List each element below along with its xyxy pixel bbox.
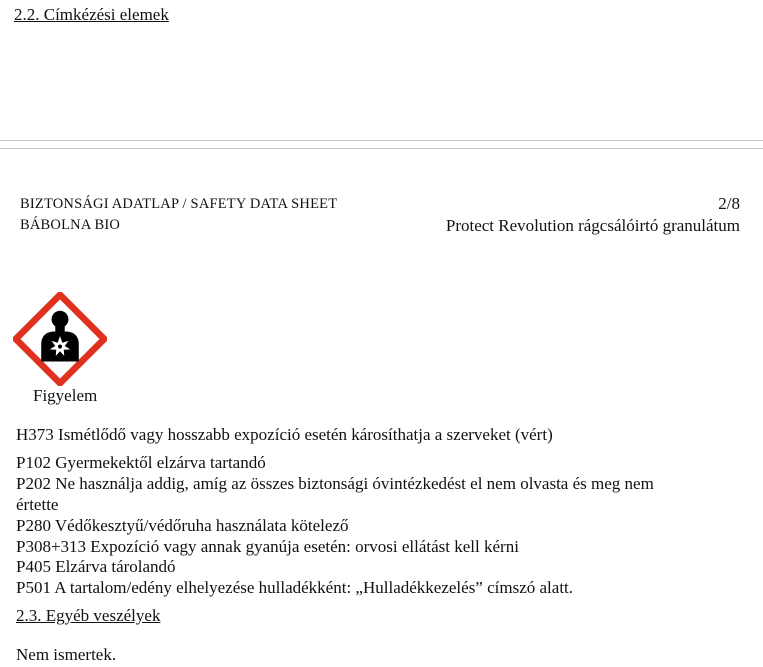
sheet-title: BIZTONSÁGI ADATLAP / SAFETY DATA SHEET — [20, 196, 338, 212]
page-break-line-top — [0, 140, 763, 141]
precautionary-statement-p202-cont: értette — [16, 495, 59, 514]
ghs08-pictogram-svg — [13, 292, 107, 386]
page-number: 2/8 — [718, 194, 740, 213]
precautionary-statement-p280: P280 Védőkesztyű/védőruha használata kötelező — [16, 516, 349, 535]
precautionary-statement-p102: P102 Gyermekektől elzárva tartandó — [16, 453, 266, 472]
precautionary-statement-p405: P405 Elzárva tárolandó — [16, 557, 176, 576]
product-name: Protect Revolution rágcsálóirtó granulátum — [445, 216, 740, 235]
company-name: BÁBOLNA BIO — [20, 217, 121, 233]
page-break-line-bottom — [0, 148, 763, 149]
other-hazards-text: Nem ismertek. — [16, 645, 117, 664]
precautionary-statement-p501: P501 A tartalom/edény elhelyezése hulladékként: „Hulladékkezelés” címszó alatt. — [16, 578, 574, 597]
precautionary-statement-p202: P202 Ne használja addig, amíg az összes biztonsági óvintézkedést el nem olvasta és meg nem — [16, 474, 654, 493]
signal-word: Figyelem — [33, 386, 98, 405]
hazard-statement: H373 Ismétlődő vagy hosszabb expozíció esetén károsíthatja a szerveket (vért) — [16, 425, 553, 444]
health-hazard-icon — [13, 292, 107, 386]
section-heading-2-2: 2.2. Címkézési elemek — [14, 5, 169, 24]
precautionary-statement-p308-313: P308+313 Expozíció vagy annak gyanúja esetén: orvosi ellátást kell kérni — [16, 537, 519, 556]
section-heading-2-3: 2.3. Egyéb veszélyek — [16, 606, 161, 625]
